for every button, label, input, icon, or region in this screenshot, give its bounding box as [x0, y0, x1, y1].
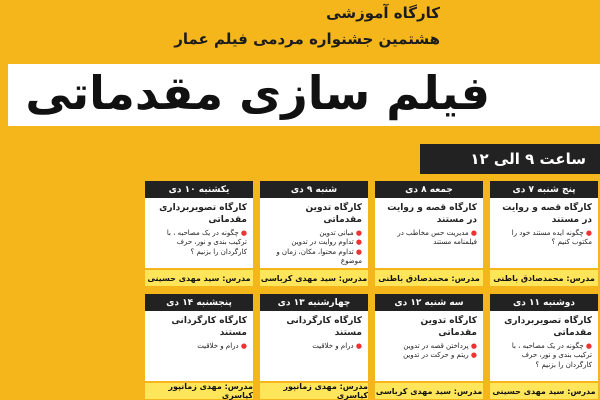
workshop-card — [145, 311, 253, 381]
teacher-label: مدرس: سید مهدی کرباسی — [375, 381, 483, 399]
day-label: سه شنبه ۱۲ دی — [375, 294, 483, 311]
day-label: یکشنبه ۱۰ دی — [145, 181, 253, 198]
workshop-topic: ● تداوم روایت در تدوین — [291, 238, 362, 247]
workshop-title: کارگاه قصه و روایت در مستند — [387, 203, 477, 225]
workshop-card — [145, 198, 253, 268]
workshop-card — [375, 311, 483, 381]
time-bar: ساعت ۹ الی ۱۲ — [420, 144, 600, 174]
schedule-cell — [375, 181, 483, 286]
day-label: دوشنبه ۱۱ دی — [490, 294, 598, 311]
schedule-cell — [145, 181, 253, 286]
subtitle-line2: هشتمین جشنواره مردمی فیلم عمار — [174, 30, 440, 48]
bullet-icon: ● — [583, 229, 592, 238]
workshop-topic: ● تداوم محتوا، مکان، زمان و موضوع — [276, 247, 362, 265]
teacher-label: مدرس: سید مهدی حسینی — [145, 268, 253, 286]
bullet-icon: ● — [583, 342, 592, 351]
day-label: چهارشنبه ۱۳ دی — [260, 294, 368, 311]
workshop-card — [490, 311, 598, 381]
bullet-icon: ● — [468, 342, 477, 351]
bullet-icon: ● — [353, 342, 362, 351]
schedule-cell — [145, 294, 253, 399]
workshop-title: کارگاه تصویربرداری مقدماتی — [159, 203, 247, 225]
bullet-icon: ● — [353, 247, 362, 256]
workshop-title: کارگاه کارگردانی مستند — [286, 316, 362, 338]
bullet-icon: ● — [238, 342, 247, 351]
schedule-cell — [260, 181, 368, 286]
workshop-topic: ● ریتم و حرکت در تدوین — [403, 351, 477, 360]
workshop-topic: ● چگونه ایده مستند خود را مکتوب کنیم ؟ — [511, 229, 592, 247]
bullet-icon: ● — [468, 229, 477, 238]
workshop-topic: ● درام و خلاقیت — [312, 342, 362, 351]
workshop-card — [260, 311, 368, 381]
teacher-label: مدرس: سید مهدی کرباسی — [260, 268, 368, 286]
teacher-label: مدرس: مهدی زمانپور کیاسری — [145, 381, 253, 399]
workshop-topic: ● چگونه در یک مصاحبه ، با ترکیب بندی و نور، حرف کارگردان را بزنیم ؟ — [166, 229, 247, 256]
workshop-title: کارگاه قصه و روایت در مستند — [502, 203, 592, 225]
workshop-card — [375, 198, 483, 268]
subtitle-line1: کارگاه آموزشی — [326, 4, 440, 22]
workshop-topic: ● مدیریت حس مخاطب در فیلمنامه مستند — [397, 229, 477, 247]
teacher-label: مدرس: محمدصادق باطنی — [375, 268, 483, 286]
schedule-cell — [375, 294, 483, 399]
workshop-card — [490, 198, 598, 268]
workshop-topic: ● مبانی تدوین — [319, 229, 362, 238]
workshop-title: کارگاه تدوین مقدماتی — [420, 316, 477, 338]
teacher-label: مدرس: مهدی زمانپور کیاسری — [260, 381, 368, 399]
bullet-icon: ● — [353, 238, 362, 247]
day-label: جمعه ۸ دی — [375, 181, 483, 198]
schedule-cell — [490, 294, 598, 399]
day-label: شنبه ۹ دی — [260, 181, 368, 198]
bullet-icon: ● — [468, 351, 477, 360]
workshop-title: کارگاه تصویربرداری مقدماتی — [504, 316, 592, 338]
teacher-label: مدرس: سید مهدی حسینی — [490, 381, 598, 399]
workshop-title: کارگاه کارگردانی مستند — [171, 316, 247, 338]
main-title: فیلم سازی مقدماتی — [25, 66, 490, 120]
teacher-label: مدرس: محمدصادق باطنی — [490, 268, 598, 286]
schedule-cell — [260, 294, 368, 399]
workshop-topic: ● چگونه در یک مصاحبه ، با ترکیب بندی و نور، حرف کارگردان را بزنیم ؟ — [511, 342, 592, 369]
day-label: پنج شنبه ۷ دی — [490, 181, 598, 198]
schedule-cell — [490, 181, 598, 286]
day-label: پنجشنبه ۱۴ دی — [145, 294, 253, 311]
workshop-topic: ● درام و خلاقیت — [197, 342, 247, 351]
bullet-icon: ● — [353, 229, 362, 238]
workshop-topic: ● پرداختن قصه در تدوین — [403, 342, 477, 351]
workshop-title: کارگاه تدوین مقدماتی — [305, 203, 362, 225]
bullet-icon: ● — [238, 229, 247, 238]
workshop-card — [260, 198, 368, 268]
